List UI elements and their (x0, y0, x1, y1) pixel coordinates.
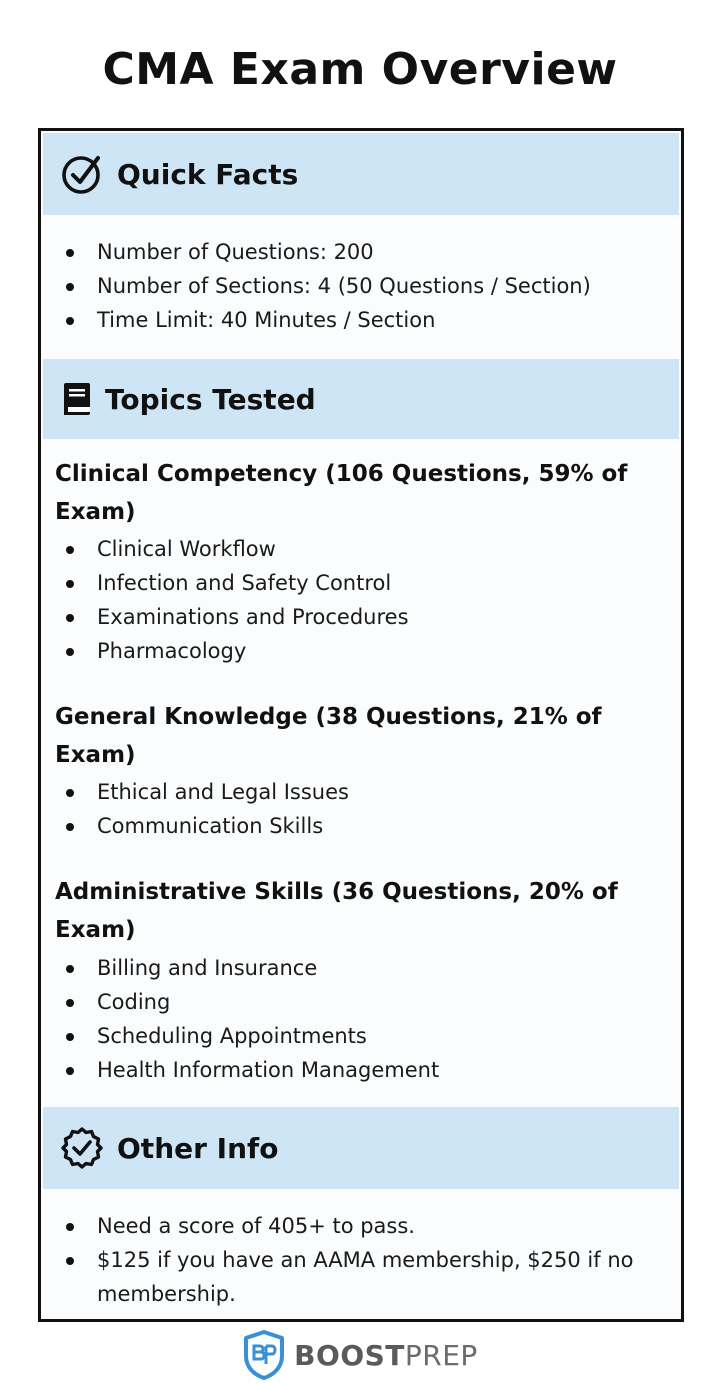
list-item: Infection and Safety Control (55, 566, 673, 600)
list-item: Pharmacology (55, 634, 673, 668)
list-item: Number of Questions: 200 (55, 235, 673, 269)
list-item: Examinations and Procedures (55, 600, 673, 634)
list-item: Communication Skills (55, 809, 673, 843)
quick-facts-header (43, 133, 679, 215)
list-item: Ethical and Legal Issues (55, 775, 673, 809)
check-circle-icon (59, 151, 105, 197)
topic-group-title: Clinical Competency (106 Questions, 59% of Exam) (55, 461, 628, 525)
topics-tested-header (43, 359, 679, 439)
other-info-list (55, 1209, 673, 1311)
list-item: $125 if you have an AAMA membership, $250 if no membership. (55, 1243, 673, 1311)
quick-facts-list (55, 235, 673, 337)
overview-card (38, 128, 684, 1322)
list-item: Need a score of 405+ to pass. (55, 1209, 673, 1243)
brand-light: PREP (404, 1338, 478, 1372)
list-item: Billing and Insurance (55, 951, 673, 985)
topic-group-title: Administrative Skills (36 Questions, 20% of Exam) (55, 879, 618, 943)
topic-group-list (55, 951, 673, 1087)
book-icon (53, 376, 99, 422)
other-info-heading: Other Info (117, 1131, 279, 1165)
list-item: Clinical Workflow (55, 532, 673, 566)
brand-wordmark (294, 1339, 478, 1372)
topic-group-title: General Knowledge (38 Questions, 21% of Exam) (55, 704, 602, 768)
quick-facts-heading: Quick Facts (117, 157, 299, 191)
brand-bold: BOOST (294, 1338, 405, 1372)
list-item: Scheduling Appointments (55, 1019, 673, 1053)
list-item: Number of Sections: 4 (50 Questions / Section) (55, 269, 673, 303)
topic-group-list (55, 532, 673, 668)
topics-tested-heading: Topics Tested (105, 382, 316, 416)
boostprep-shield-icon (242, 1330, 286, 1380)
list-item: Health Information Management (55, 1053, 673, 1087)
badge-check-icon (59, 1125, 105, 1171)
brand-logo (0, 1330, 720, 1380)
list-item: Coding (55, 985, 673, 1019)
page-title: CMA Exam Overview (102, 44, 618, 95)
other-info-header (43, 1107, 679, 1189)
topic-group-list (55, 775, 673, 843)
list-item: Time Limit: 40 Minutes / Section (55, 303, 673, 337)
